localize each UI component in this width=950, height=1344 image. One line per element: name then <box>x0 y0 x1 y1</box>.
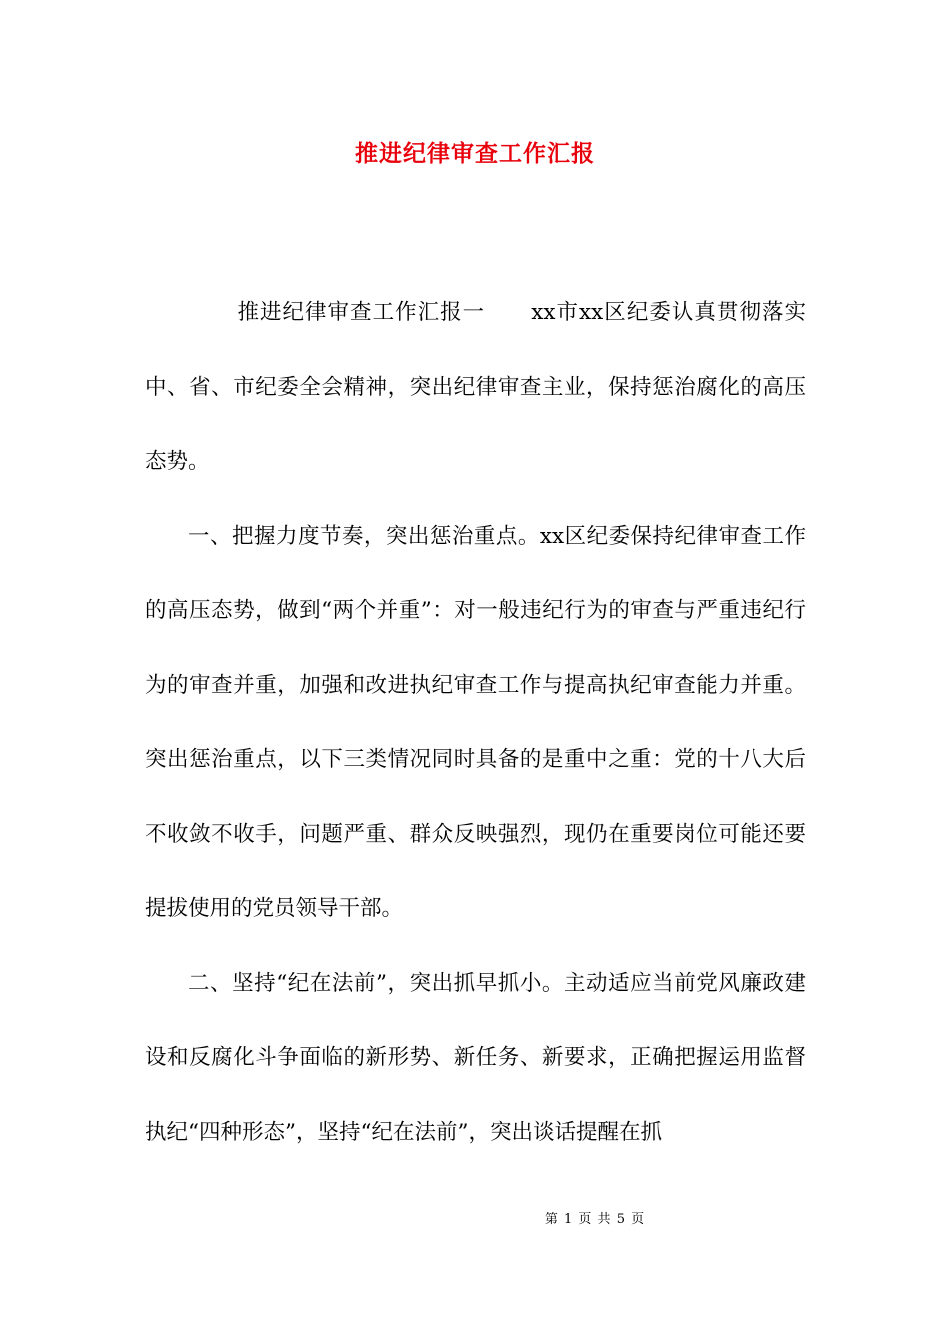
paragraph-section-2: 二、坚持“纪在法前”，突出抓早抓小。主动适应当前党风廉政建设和反腐化斗争面临的新形势、新任务、新要求，正确把握运用监督执纪“四种形态”，坚持“纪在法前”，突出谈话提醒在抓 <box>145 970 806 1145</box>
paragraph-section-1: 一、把握力度节奏，突出惩治重点。xx区纪委保持纪律审查工作的高压态势，做到“两个并重”：对一般违纪行为的审查与严重违纪行为的审查并重，加强和改进执纪审查工作与提高执纪审查能力并重。突出惩治重点，以下三类情况同时具备的是重中之重：党的十八大后不收敛不收手，问题严重、群众反映强烈，现仍在重要岗位可能还要提拔使用的党员领导干部。 <box>145 523 806 921</box>
intro-heading: 推进纪律审查工作汇报一 <box>237 300 486 325</box>
document-title: 推进纪律审查工作汇报 <box>355 140 595 167</box>
paragraph-intro <box>145 276 806 500</box>
paragraph-text: xx市xx区纪委认真贯彻落实中、省、市纪委全会精神，突出纪律审查主业，保持惩治腐化的高压态势。 <box>145 300 806 474</box>
page-number-footer: 第 1 页 共 5 页 <box>544 1212 646 1227</box>
document-body <box>145 276 806 1170</box>
